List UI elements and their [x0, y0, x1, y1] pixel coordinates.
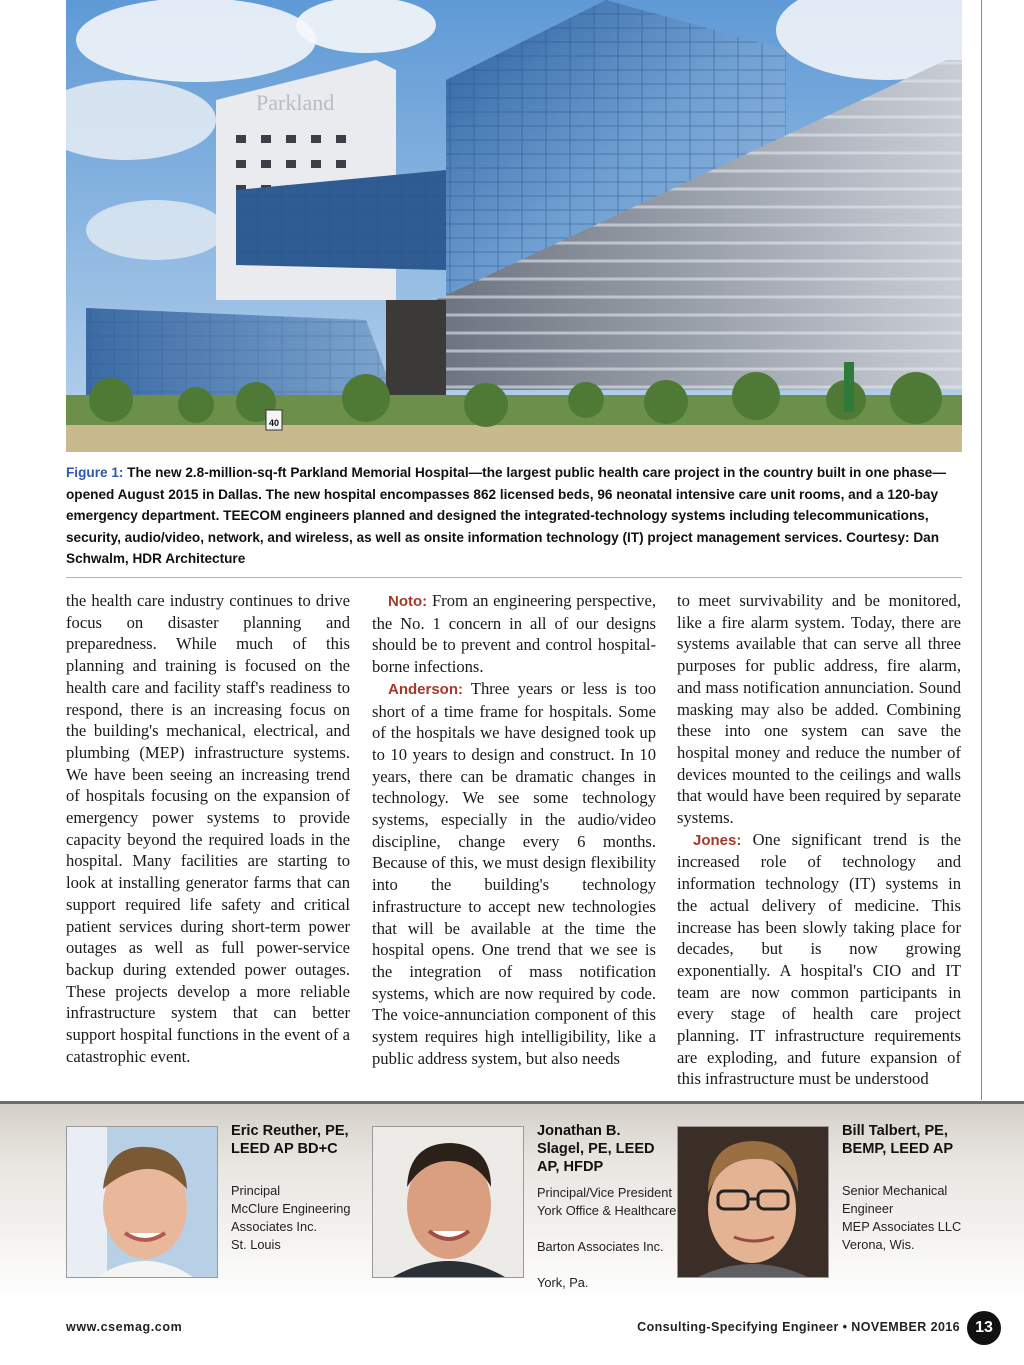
- bio-name: Bill Talbert, PE, BEMP, LEED AP: [842, 1123, 954, 1157]
- anderson-text: Three years or less is too short of a time frame for hospitals. Some of the hospitals we have designed took up to 10 years to design and construct. In 10 years, there can be dramatic changes in technology. We see some technology systems, especially in the audio/video discipline, change every 6 months. Because of this, we must design flexibility into the building's technology infrastructure to accept new technologies that will be available at the time the hospital opens. One trend that we see is the integration of mass notification systems, which are now required by code. The voice-annunciation component of this system requires high intelligibility, like a public address system, but also needs: [372, 678, 656, 1068]
- article-column-1: [66, 590, 350, 1067]
- article-column-3: [677, 590, 961, 1090]
- bio-name: Eric Reuther, PE, LEED AP BD+C: [231, 1123, 349, 1157]
- bio-company: McClure Engineering Associates Inc.: [231, 1201, 351, 1234]
- paragraph-jones: [677, 829, 961, 1090]
- speaker-noto: Noto:: [388, 593, 428, 610]
- figure-caption: [66, 462, 962, 570]
- speaker-anderson: Anderson:: [388, 680, 463, 698]
- figure-label: Figure 1:: [66, 465, 124, 480]
- bio-title: Principal: [231, 1183, 281, 1198]
- speaker-jones: Jones:: [693, 831, 742, 849]
- bio-name: Jonathan B. Slagel, PE, LEED AP, HFDP: [537, 1123, 655, 1175]
- footer-website[interactable]: www.csemag.com: [66, 1320, 183, 1334]
- bio-title: Senior Mechanical Engineer: [842, 1183, 948, 1216]
- bio-location: York, Pa.: [537, 1275, 589, 1290]
- avatar: [372, 1126, 524, 1278]
- figure-caption-text: The new 2.8-million-sq-ft Parkland Memorial Hospital—the largest public health care project in the country built in one phase—opened August 2015 in Dallas. The new hospital encompasses 862 licensed beds, 96 neonatal intensive care unit rooms, and a 120-bay emergency department. TEECOM engineers planned and designed the integrated-technology systems including telecommunications, security, audio/video, network, and wireless, as well as onsite information technology (IT) project management services. Courtesy: Dan Schwalm, HDR Architecture: [66, 465, 946, 567]
- speed-limit-sign: 40: [269, 418, 280, 428]
- article-column-2: [372, 590, 656, 1069]
- paragraph: to meet survivability and be monitored, like a fire alarm system. Today, there are systems available that can serve all three purposes for public address, fire alarm, and mass notification annunciation. Sound masking may also be added. Combining these into one system can save the hospital money and reduce the number of devices mounted to the ceilings and walls that would have been required by separate systems.: [677, 591, 961, 828]
- page-edge-rule: [981, 0, 982, 1100]
- paragraph: the health care industry continues to drive focus on disaster planning and preparedness. While much of this planning and training is focused on the health care and facility staff's readiness to respond, there is an increasing focus on the building's mechanical, electrical, and plumbing (MEP) infrastructure systems. We have been seeing an increasing trend of hospitals focusing on the expansion of emergency power systems to provide capacity beyond the required loads in the hospital. Many facilities are starting to look at installing generator farms that can support required life safety and critical patient services during short-term power outages as well as full power-service backup during extended power outages. These projects develop a more reliable infrastructure system that can better support hospital functions in the event of a catastrophic event.: [66, 591, 350, 1066]
- page-number: 13: [967, 1311, 1001, 1345]
- jones-text: One significant trend is the increased role of technology and information technology (IT) systems in the actual delivery of medicine. This increase has been slowly taking place for decades, but is now growing exponentially. A hospital's CIO and IT team are now common participants in every stage of health care project planning. IT infrastructure requirements are exploding, and future expansion of this infrastructure must be understood: [677, 829, 961, 1089]
- bio-company: MEP Associates LLC: [842, 1219, 962, 1234]
- building-sign: Parkland: [256, 90, 335, 115]
- caption-divider: [66, 577, 962, 578]
- noto-text: From an engineering perspective, the No. 1 concern in all of our designs should be to prevent and control hospital-borne infections.: [372, 591, 656, 677]
- paragraph-noto: [372, 590, 656, 678]
- avatar: [66, 1126, 218, 1278]
- hospital-photo: [66, 0, 962, 452]
- bio-company: Barton Associates Inc.: [537, 1239, 664, 1254]
- paragraph-anderson: [372, 678, 656, 1070]
- bio-title: Principal/Vice President York Office & Healthcare: [537, 1185, 677, 1218]
- footer-publication: Consulting-Specifying Engineer • NOVEMBER 2016: [637, 1320, 960, 1334]
- bio-location: St. Louis: [231, 1237, 281, 1252]
- avatar: [677, 1126, 829, 1278]
- bio-location: Verona, Wis.: [842, 1237, 915, 1252]
